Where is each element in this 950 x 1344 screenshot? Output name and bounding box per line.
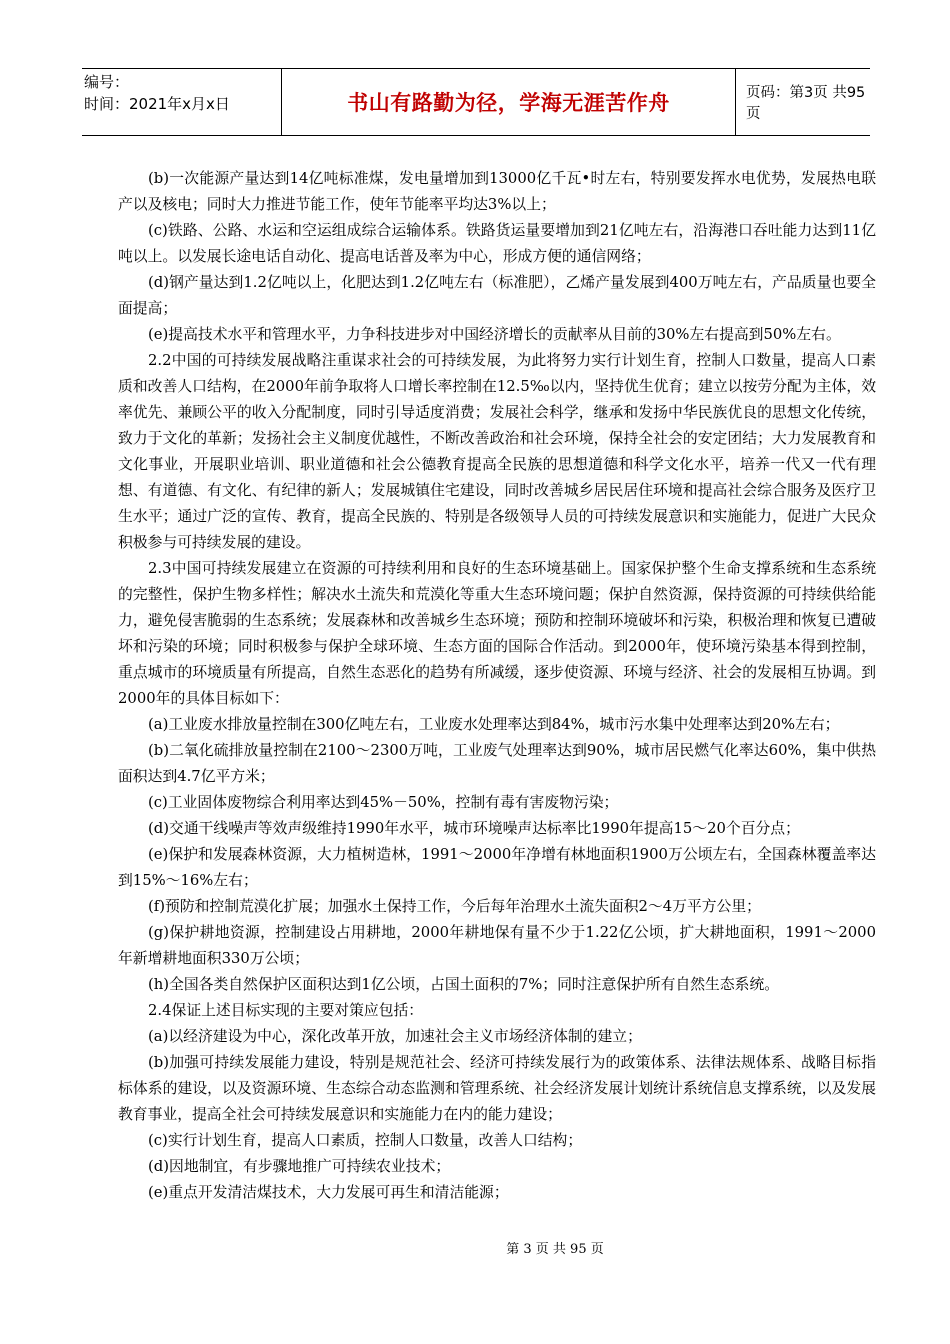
- section-paragraph: 2.4保证上述目标实现的主要对策应包括：: [148, 1002, 424, 1019]
- document-date: 时间：2021年x月x日: [84, 95, 230, 113]
- page-footer: [0, 1238, 950, 1257]
- paragraph: (a)工业废水排放量控制在300亿吨左右，工业废水处理率达到84%，城市污水集中处理率达到20%左右；: [148, 716, 840, 733]
- paragraph: (c)工业固体废物综合利用率达到45%－50%，控制有毒有害废物污染；: [148, 794, 619, 811]
- header-page-number: 页码：第3页 共95页: [746, 85, 866, 122]
- paragraph: (b)一次能源产量达到14亿吨标准煤，发电量增加到13000亿千瓦•时左右，特别要发挥水电优势，发展热电联产以及核电；同时大力推进节能工作，使年节能率平均达3%以上；: [118, 170, 876, 213]
- paragraph: (b)二氧化硫排放量控制在2100～2300万吨，工业废气处理率达到90%，城市居民燃气化率达60%，集中供热面积达到4.7亿平方米；: [118, 742, 876, 785]
- section-paragraph: 2.2中国的可持续发展战略注重谋求社会的可持续发展，为此将努力实行计划生育，控制人口数量，提高人口素质和改善人口结构，在2000年前争取将人口增长率控制在12.5‰以内，坚持优生优育；建立以按劳分配为主体，效率优先、兼顾公平的收入分配制度，同时引导适度消费；发展社会科学，继承和发扬中华民族优良的思想文化传统，致力于文化的革新；发扬社会主义制度优越性，不断改善政治和社会环境，保持全社会的安定团结；大力发展教育和文化事业，开展职业培训、职业道德和社会公德教育提高全民族的思想道德和科学文化水平，培养一代又一代有理想、有道德、有文化、有纪律的新人；发展城镇住宅建设，同时改善城乡居民居住环境和提高社会综合服务及医疗卫生水平；通过广泛的宣传、教育，提高全民族的、特别是各级领导人员的可持续发展意识和实施能力，促进广大民众积极参与可持续发展的建设。: [118, 352, 876, 551]
- paragraph: (e)重点开发清洁煤技术，大力发展可再生和清洁能源；: [148, 1184, 509, 1201]
- footer-page-number: 第 3 页 共 95 页: [506, 1242, 604, 1257]
- document-body: [118, 166, 876, 1206]
- header-meta: [82, 69, 282, 135]
- paragraph: (f)预防和控制荒漠化扩展；加强水土保持工作，今后每年治理水土流失面积2～4万平方公里；: [148, 898, 761, 915]
- paragraph: (d)交通干线噪声等效声级维持1990年水平，城市环境噪声达标率比1990年提高15～20个百分点；: [148, 820, 800, 837]
- paragraph: (d)钢产量达到1.2亿吨以上，化肥达到1.2亿吨左右（标准肥），乙烯产量发展到400万吨左右，产品质量也要全面提高；: [118, 274, 876, 317]
- paragraph: (e)提高技术水平和管理水平，力争科技进步对中国经济增长的贡献率从目前的30%左右提高到50%左右。: [148, 326, 841, 343]
- paragraph: (g)保护耕地资源，控制建设占用耕地，2000年耕地保有量不少于1.22亿公顷，扩大耕地面积，1991～2000年新增耕地面积330万公顷；: [118, 924, 876, 967]
- document-header: [82, 68, 870, 136]
- paragraph: (a)以经济建设为中心，深化改革开放，加速社会主义市场经济体制的建立；: [148, 1028, 642, 1045]
- paragraph: (d)因地制宜，有步骤地推广可持续农业技术；: [148, 1158, 451, 1175]
- paragraph: (e)保护和发展森林资源，大力植树造林，1991～2000年净增有林地面积1900万公顷左右，全国森林覆盖率达到15%～16%左右；: [118, 846, 876, 889]
- paragraph: (c)铁路、公路、水运和空运组成综合运输体系。铁路货运量要增加到21亿吨左右，沿海港口吞吐能力达到11亿吨以上。以发展长途电话自动化、提高电话普及率为中心，形成方便的通信网络；: [118, 222, 876, 265]
- paragraph: (b)加强可持续发展能力建设，特别是规范社会、经济可持续发展行为的政策体系、法律法规体系、战略目标指标体系的建设，以及资源环境、生态综合动态监测和管理系统、社会经济发展计划统计系统信息支撑系统，以及发展教育事业，提高全社会可持续发展意识和实施能力在内的能力建设；: [118, 1054, 876, 1123]
- section-paragraph: 2.3中国可持续发展建立在资源的可持续利用和良好的生态环境基础上。国家保护整个生命支撑系统和生态系统的完整性，保护生物多样性；解决水土流失和荒漠化等重大生态环境问题；保护自然资源，保持资源的可持续供给能力，避免侵害脆弱的生态系统；发展森林和改善城乡生态环境；预防和控制环境破坏和污染，积极治理和恢复已遭破坏和污染的环境；同时积极参与保护全球环境、生态方面的国际合作活动。到2000年，使环境污染基本得到控制，重点城市的环境质量有所提高，自然生态恶化的趋势有所减缓，逐步使资源、环境与经济、社会的发展相互协调。到2000年的具体目标如下：: [118, 560, 876, 707]
- paragraph: (h)全国各类自然保护区面积达到1亿公顷，占国土面积的7%；同时注意保护所有自然生态系统。: [148, 976, 780, 993]
- paragraph: (c)实行计划生育，提高人口素质，控制人口数量，改善人口结构；: [148, 1132, 583, 1149]
- header-motto: 书山有路勤为径，学海无涯苦作舟: [282, 69, 736, 135]
- document-number: 编号：: [84, 73, 130, 91]
